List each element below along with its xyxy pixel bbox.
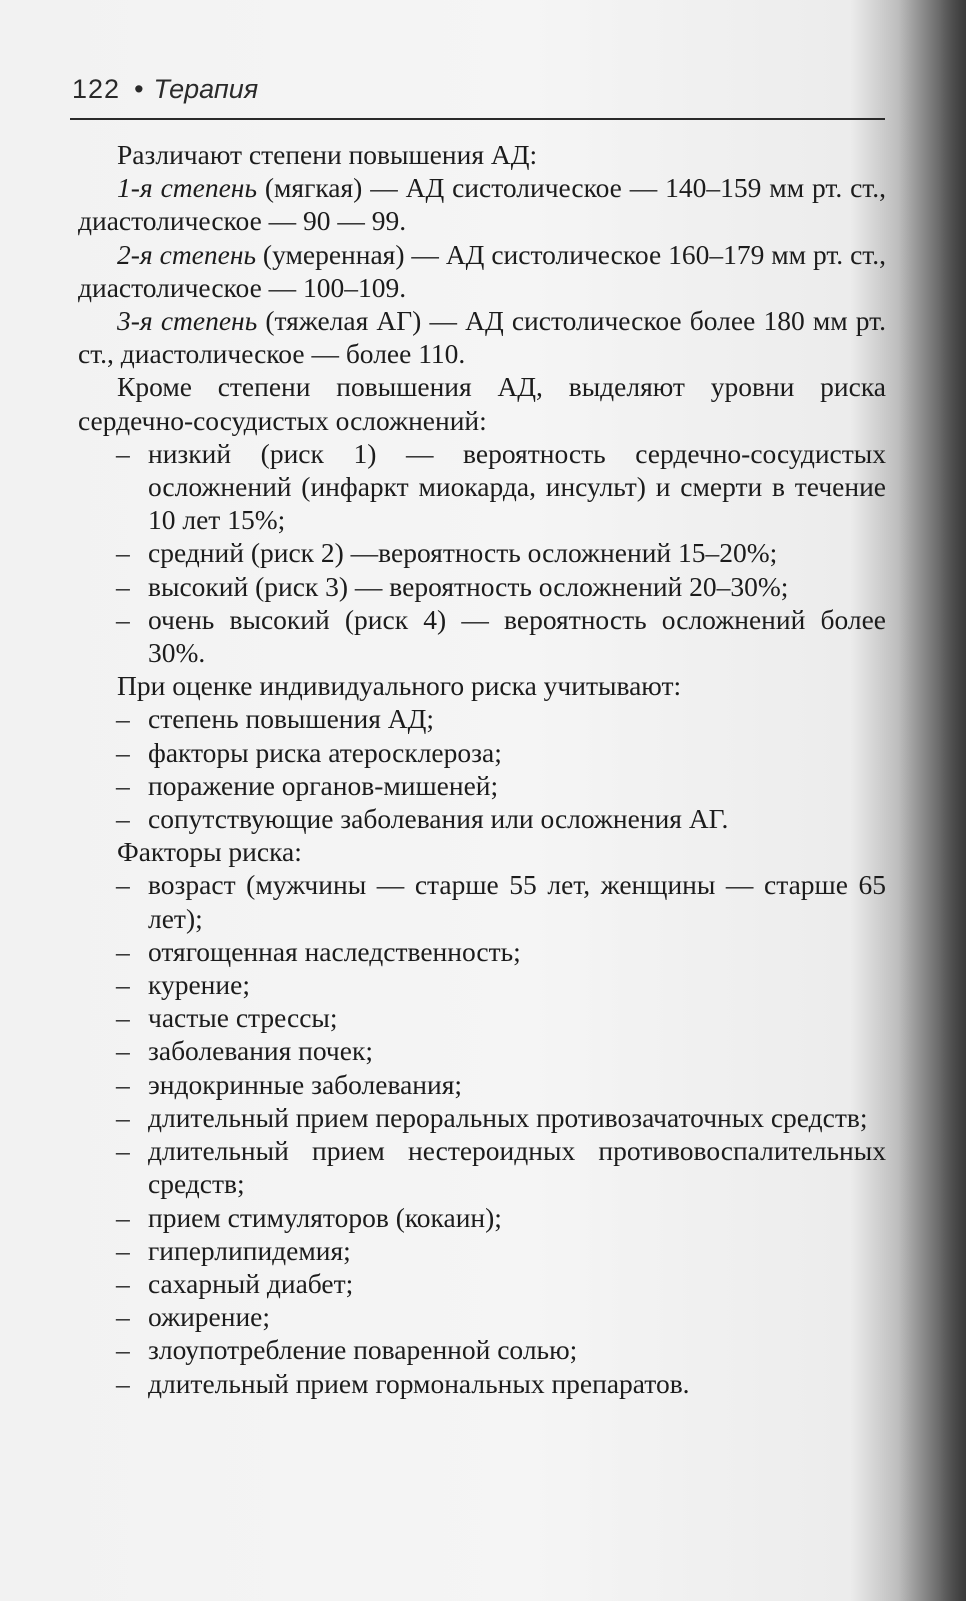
list-item: – ожирение; xyxy=(148,1300,886,1333)
list-item: – поражение органов-мишеней; xyxy=(148,769,886,802)
page-gutter-shadow xyxy=(938,0,966,1601)
running-head xyxy=(72,74,258,105)
list-item: – заболевания почек; xyxy=(148,1034,886,1067)
list-item: – сопутствующие заболевания или осложнения АГ. xyxy=(148,802,886,835)
grade-text: (тяжелая АГ) — АД систолическое более 180 мм рт. ст., диастолическое — более 110. xyxy=(78,305,886,370)
grade-paragraph xyxy=(78,171,886,237)
list-item: – длительный прием гормональных препаратов. xyxy=(148,1367,886,1400)
grade-paragraph xyxy=(78,238,886,304)
list-item: – частые стрессы; xyxy=(148,1001,886,1034)
list-item: – степень повышения АД; xyxy=(148,702,886,735)
risk-factors-intro: Факторы риска: xyxy=(117,836,302,868)
assessment-list xyxy=(78,702,886,835)
header-rule xyxy=(70,118,885,120)
risk-levels-intro: Кроме степени повышения АД, выделяют уровни риска сердечно-сосудистых осложнений: xyxy=(78,371,886,436)
list-item: – факторы риска атеросклероза; xyxy=(148,736,886,769)
list-item: – высокий (риск 3) — вероятность осложнений 20–30%; xyxy=(148,570,886,603)
list-item: – низкий (риск 1) — вероятность сердечно-сосудистых осложнений (инфаркт миокарда, инсульт) и смерти в течение 10 лет 15%; xyxy=(148,437,886,537)
list-item: – гиперлипидемия; xyxy=(148,1234,886,1267)
grade-text: (мягкая) — АД систолическое — 140–159 мм рт. ст., диастолическое — 90 — 99. xyxy=(78,172,887,237)
assessment-intro: При оценке индивидуального риска учитывают: xyxy=(117,670,682,702)
list-item: – эндокринные заболевания; xyxy=(148,1068,886,1101)
list-item: – прием стимуляторов (кокаин); xyxy=(148,1201,886,1234)
grade-label: 1-я степень xyxy=(117,172,257,204)
list-item: – злоупотребление поваренной солью; xyxy=(148,1333,886,1366)
risk-factors-list xyxy=(78,868,886,1399)
grades-intro: Различают степени повышения АД: xyxy=(117,139,538,170)
list-item: – курение; xyxy=(148,968,886,1001)
list-item: – возраст (мужчины — старше 55 лет, женщины — старше 65 лет); xyxy=(148,868,886,934)
list-item: – сахарный диабет; xyxy=(148,1267,886,1300)
list-item: – длительный прием нестероидных противовоспалительных средств; xyxy=(148,1134,886,1200)
grade-text: (умеренная) — АД систолическое 160–179 мм рт. ст., диастолическое — 100–109. xyxy=(78,238,887,303)
page-body xyxy=(78,138,886,1400)
list-item: – длительный прием пероральных противозачаточных средств; xyxy=(148,1101,886,1134)
page-number: 122 xyxy=(72,74,121,104)
list-item: – отягощенная наследственность; xyxy=(148,935,886,968)
grade-paragraph xyxy=(78,304,886,370)
bullet-icon: • xyxy=(134,74,144,104)
risk-levels-list xyxy=(78,437,886,669)
grade-label: 2-я степень xyxy=(117,238,256,270)
list-item: – очень высокий (риск 4) — вероятность осложнений более 30%. xyxy=(148,603,886,669)
section-title: Терапия xyxy=(153,74,259,104)
list-item: – средний (риск 2) —вероятность осложнений 15–20%; xyxy=(148,536,886,569)
grade-label: 3-я степень xyxy=(117,305,258,337)
